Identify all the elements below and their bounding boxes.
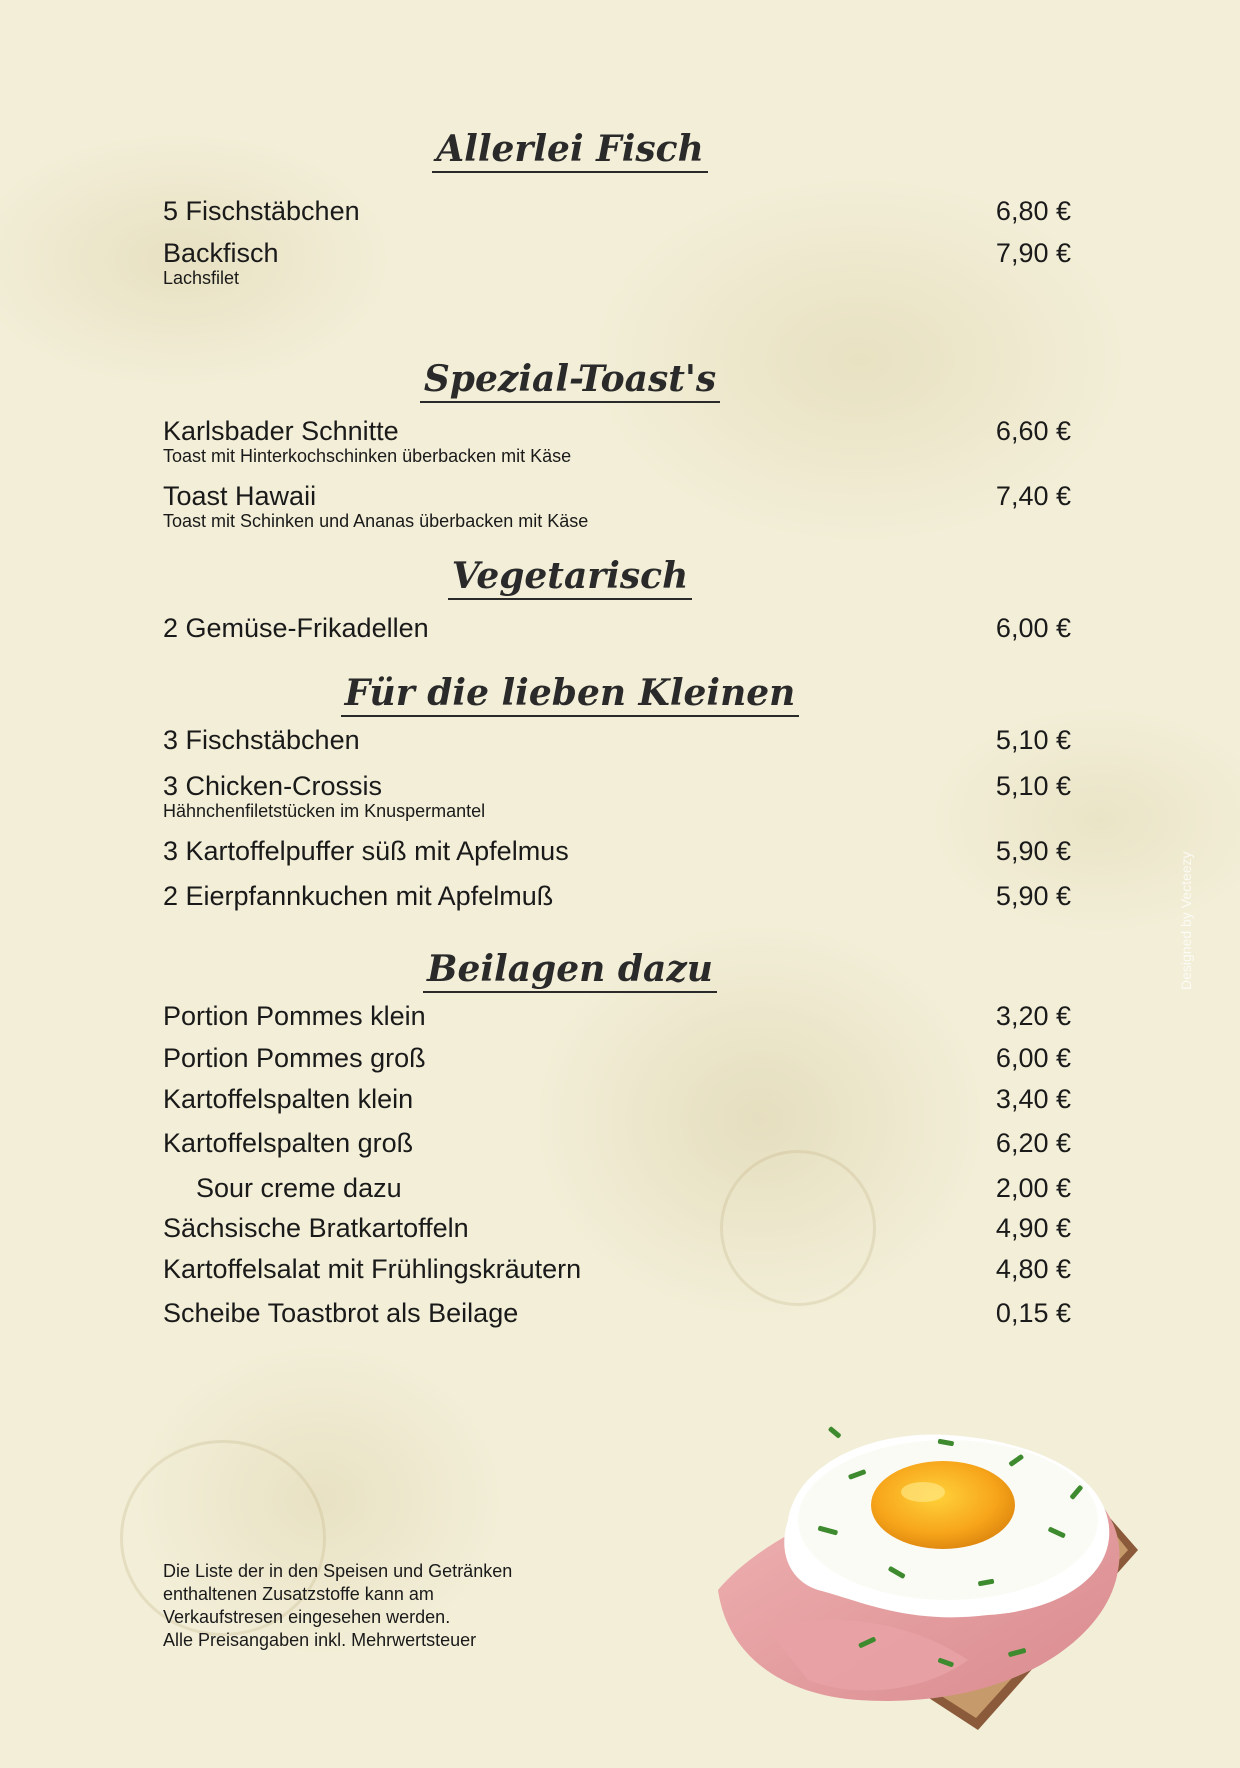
section-title-vegetarisch: Vegetarisch [0, 555, 1140, 597]
footnote-line: Alle Preisangaben inkl. Mehrwertsteuer [163, 1630, 477, 1650]
item-name: 3 Kartoffelpuffer süß mit Apfelmus [163, 836, 569, 866]
menu-item [163, 1297, 1071, 1337]
item-price: 4,80 € [995, 1254, 1071, 1284]
item-name: Kartoffelspalten klein [163, 1084, 414, 1114]
item-name: 3 Fischstäbchen [163, 725, 360, 755]
item-price: 6,00 € [995, 1043, 1071, 1073]
menu-item [163, 1253, 1071, 1293]
section-title-fisch: Allerlei Fisch [0, 128, 1140, 170]
menu-item [163, 415, 1071, 466]
menu-item [163, 1212, 1071, 1252]
menu-item [163, 1000, 1071, 1040]
item-price: 6,00 € [995, 613, 1071, 643]
menu-item [163, 1127, 1071, 1167]
item-name: 2 Gemüse-Frikadellen [163, 613, 429, 643]
item-price: 3,40 € [995, 1084, 1071, 1114]
menu-item [163, 1042, 1071, 1082]
item-name: Portion Pommes klein [163, 1001, 426, 1031]
item-price: 6,20 € [995, 1128, 1071, 1158]
item-description: Toast mit Hinterkochschinken überbacken mit Käse [163, 446, 572, 466]
item-name: Kartoffelsalat mit Frühlingskräutern [163, 1254, 582, 1284]
fried-egg-toast-image [708, 1410, 1158, 1740]
designer-credit: Designed by Vecteezy [1178, 851, 1194, 990]
menu-item [163, 880, 1071, 920]
item-name: Sächsische Bratkartoffeln [163, 1213, 469, 1243]
item-price: 0,15 € [995, 1298, 1071, 1328]
item-name: 5 Fischstäbchen [163, 196, 360, 226]
item-name: Sour creme dazu [196, 1173, 402, 1203]
item-name: Kartoffelspalten groß [163, 1128, 414, 1158]
item-description: Hähnchenfiletstücken im Knuspermantel [163, 801, 486, 821]
footnote-line: enthaltenen Zusatzstoffe kann am [163, 1584, 434, 1604]
item-name: 2 Eierpfannkuchen mit Apfelmuß [163, 881, 554, 911]
menu-item [163, 1172, 1071, 1212]
section-title-kinder: Für die lieben Kleinen [0, 672, 1140, 714]
item-name: 3 Chicken-Crossis [163, 771, 383, 801]
menu-item [163, 237, 1071, 288]
item-price: 5,10 € [995, 771, 1071, 801]
menu-item [163, 835, 1071, 875]
footnote-line: Verkaufstresen eingesehen werden. [163, 1607, 451, 1627]
item-price: 3,20 € [995, 1001, 1071, 1031]
item-name: Portion Pommes groß [163, 1043, 426, 1073]
item-price: 7,40 € [995, 481, 1071, 511]
item-name: Backfisch [163, 238, 279, 268]
item-name: Karlsbader Schnitte [163, 416, 399, 446]
menu-item [163, 724, 1071, 764]
item-description: Lachsfilet [163, 268, 240, 288]
item-price: 6,80 € [995, 196, 1071, 226]
menu-item [163, 480, 1071, 531]
menu-item [163, 612, 1071, 652]
menu-item [163, 195, 1071, 235]
item-name: Scheibe Toastbrot als Beilage [163, 1298, 519, 1328]
section-title-toast: Spezial-Toast's [0, 358, 1140, 400]
item-price: 6,60 € [995, 416, 1071, 446]
item-price: 5,90 € [995, 881, 1071, 911]
footnote [163, 1560, 623, 1652]
item-price: 5,10 € [995, 725, 1071, 755]
menu-item [163, 1083, 1071, 1123]
menu-item [163, 770, 1071, 821]
item-description: Toast mit Schinken und Ananas überbacken mit Käse [163, 511, 589, 531]
section-title-beilagen: Beilagen dazu [0, 948, 1140, 990]
item-price: 7,90 € [995, 238, 1071, 268]
item-price: 2,00 € [995, 1173, 1071, 1203]
item-price: 4,90 € [995, 1213, 1071, 1243]
item-name: Toast Hawaii [163, 481, 317, 511]
item-price: 5,90 € [995, 836, 1071, 866]
footnote-line: Die Liste der in den Speisen und Getränken [163, 1561, 513, 1581]
